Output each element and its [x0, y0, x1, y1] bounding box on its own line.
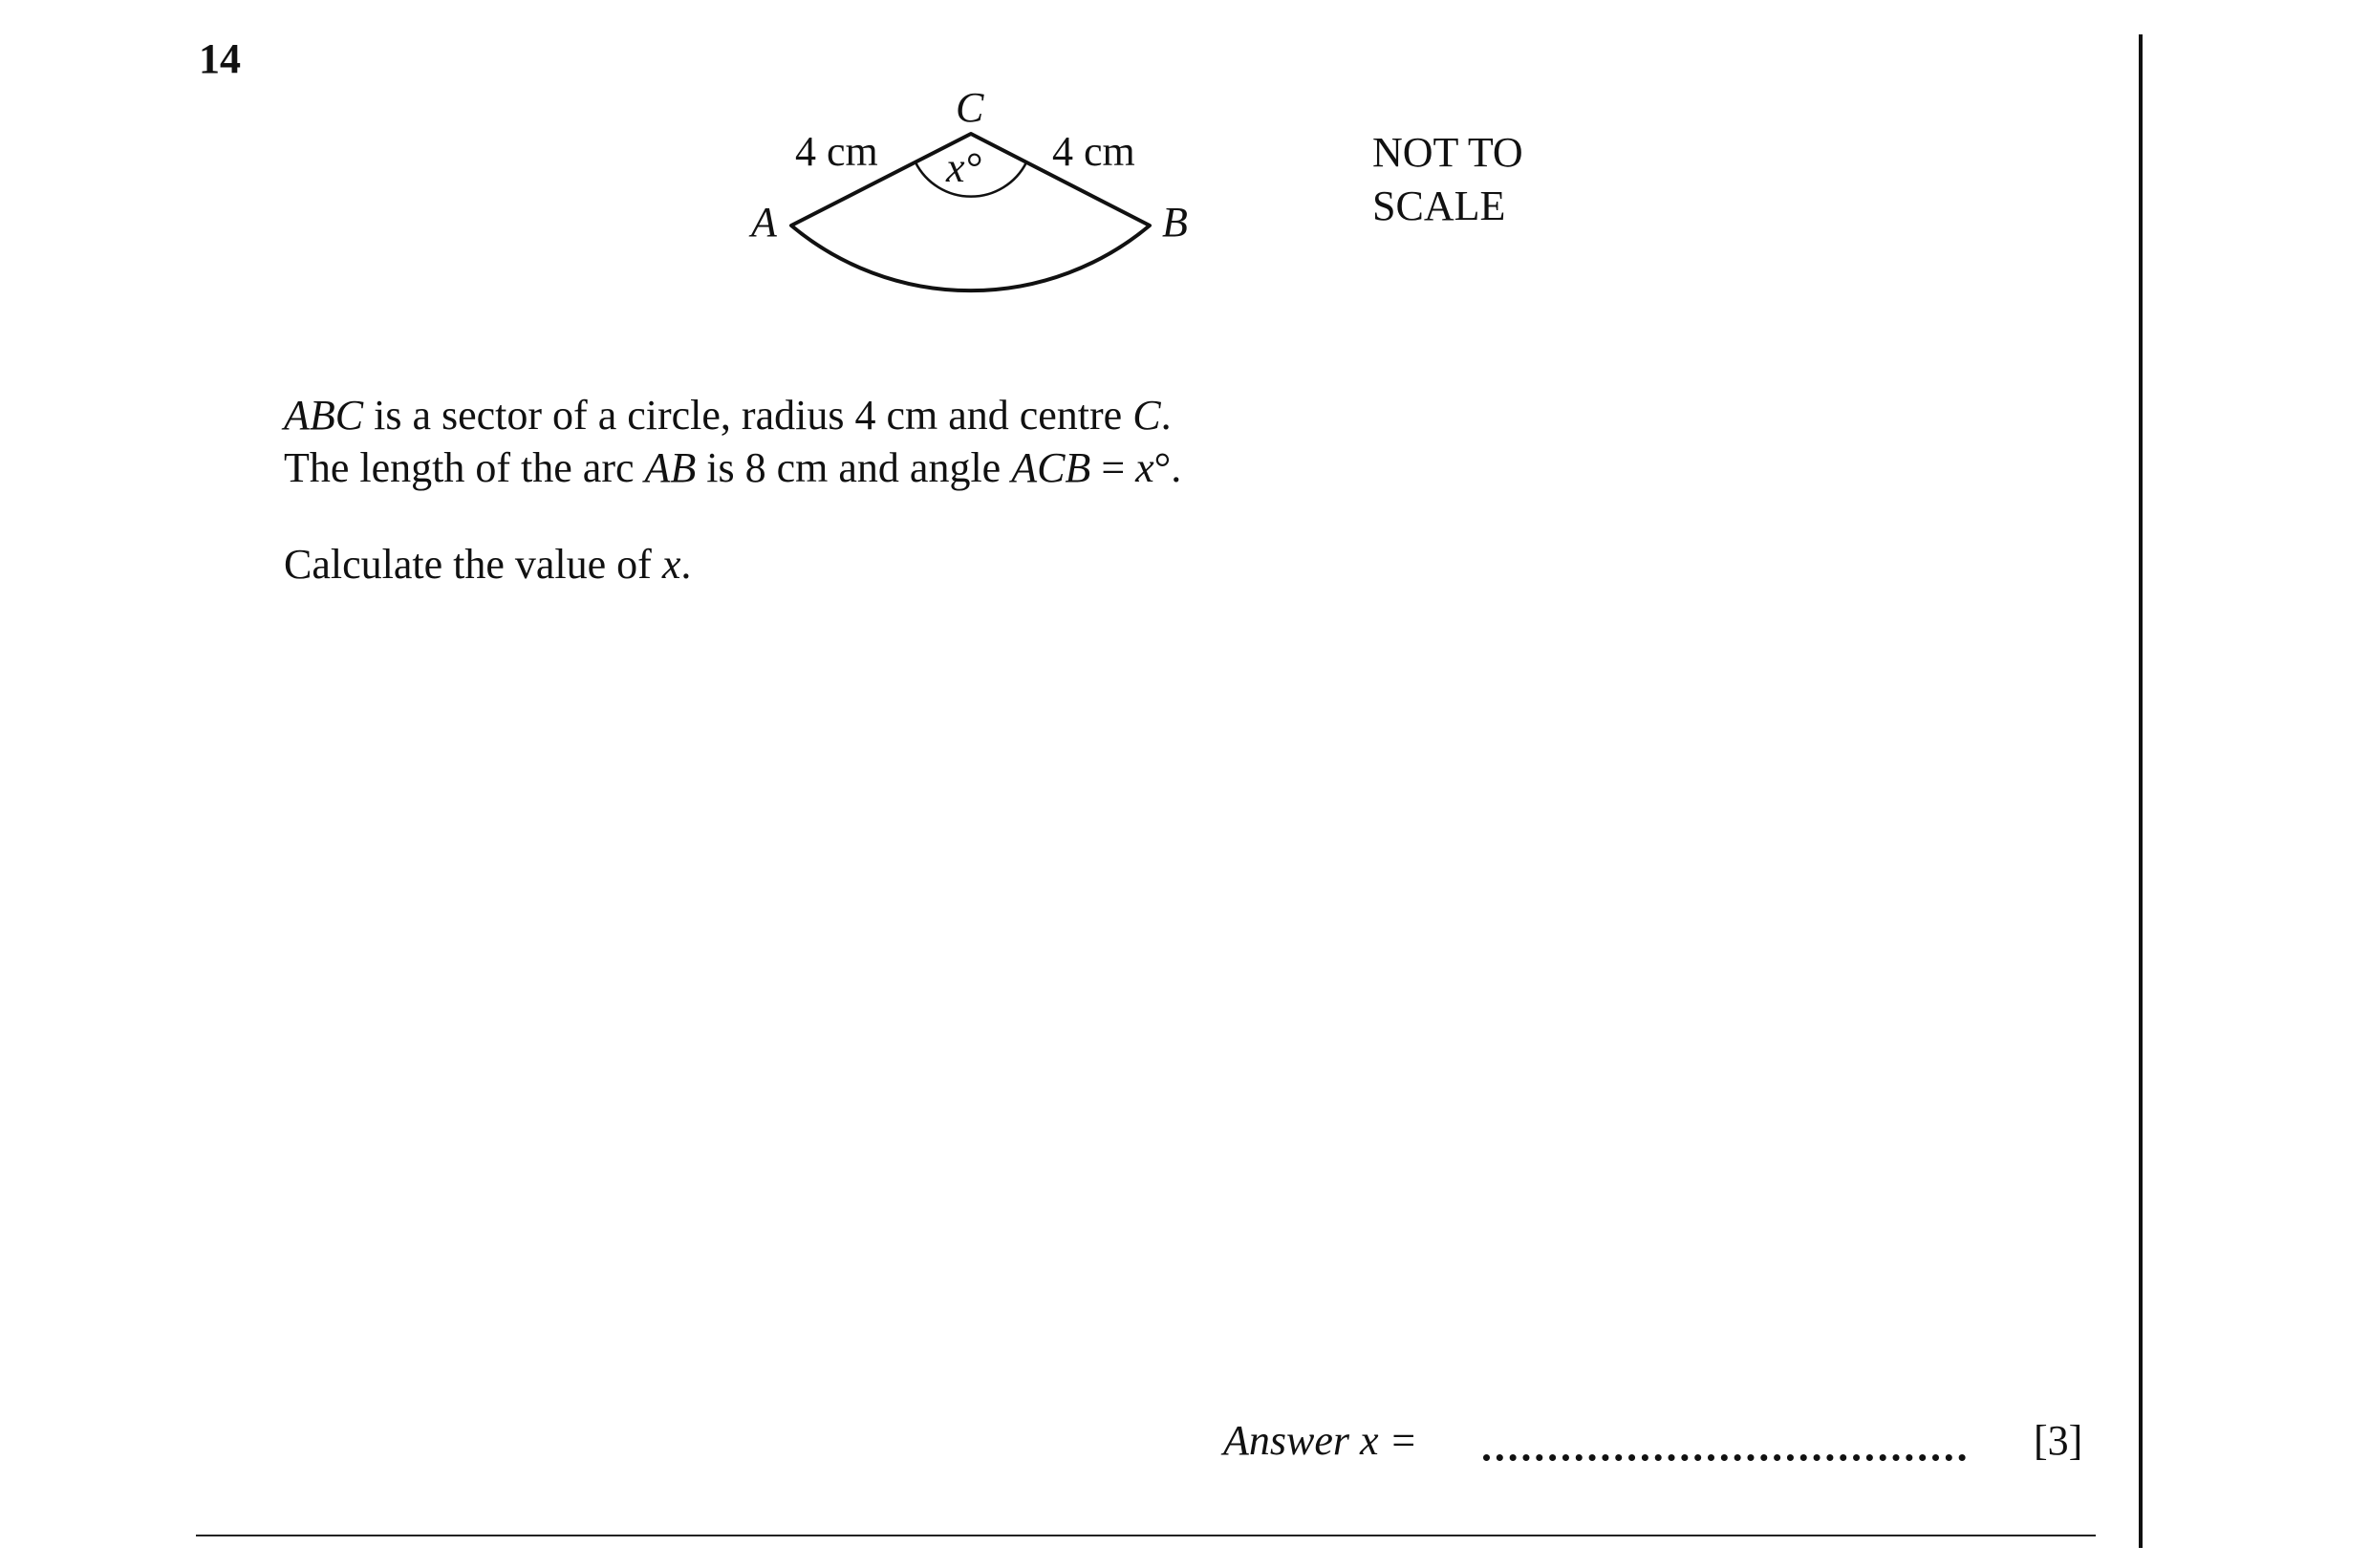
- angle-name: ACB: [1011, 444, 1091, 491]
- sector-name: ABC: [284, 392, 364, 439]
- angle-variable: x: [1135, 444, 1154, 491]
- stem-line-1-text: is a sector of a circle, radius 4 cm and centre: [363, 392, 1133, 439]
- left-side-length: 4 cm: [795, 128, 878, 175]
- question-stem: [284, 389, 1181, 494]
- task-variable: x: [661, 541, 681, 588]
- not-to-scale-note: [1372, 126, 1523, 233]
- stem-line-2-end: °.: [1153, 444, 1182, 491]
- label-c: C: [956, 84, 984, 131]
- stem-line-2: [284, 441, 1181, 494]
- right-side-length: 4 cm: [1052, 128, 1135, 175]
- centre-name: C: [1132, 392, 1161, 439]
- label-a: A: [751, 199, 777, 246]
- answer-label: Answer x =: [1223, 1417, 1418, 1464]
- stem-line-2-eq: =: [1090, 444, 1136, 491]
- task-text: Calculate the value of: [284, 541, 662, 588]
- task-end: .: [680, 541, 692, 588]
- not-to-scale-line2: SCALE: [1372, 183, 1506, 229]
- marks-badge: [3]: [2034, 1417, 2083, 1464]
- question-number: 14: [199, 35, 241, 82]
- stem-line-2-start: The length of the arc: [284, 444, 645, 491]
- label-b: B: [1162, 199, 1188, 246]
- question-task: [284, 540, 691, 589]
- stem-line-2-mid: is 8 cm and angle: [696, 444, 1012, 491]
- answer-line[interactable]: [1483, 1454, 1966, 1461]
- bottom-divider: [196, 1535, 2096, 1536]
- stem-line-1: [284, 389, 1181, 441]
- arc-name: AB: [644, 444, 697, 491]
- stem-line-1-end: .: [1160, 392, 1172, 439]
- margin-rule: [2139, 34, 2143, 1548]
- not-to-scale-line1: NOT TO: [1372, 129, 1523, 176]
- angle-label: x°: [946, 144, 982, 191]
